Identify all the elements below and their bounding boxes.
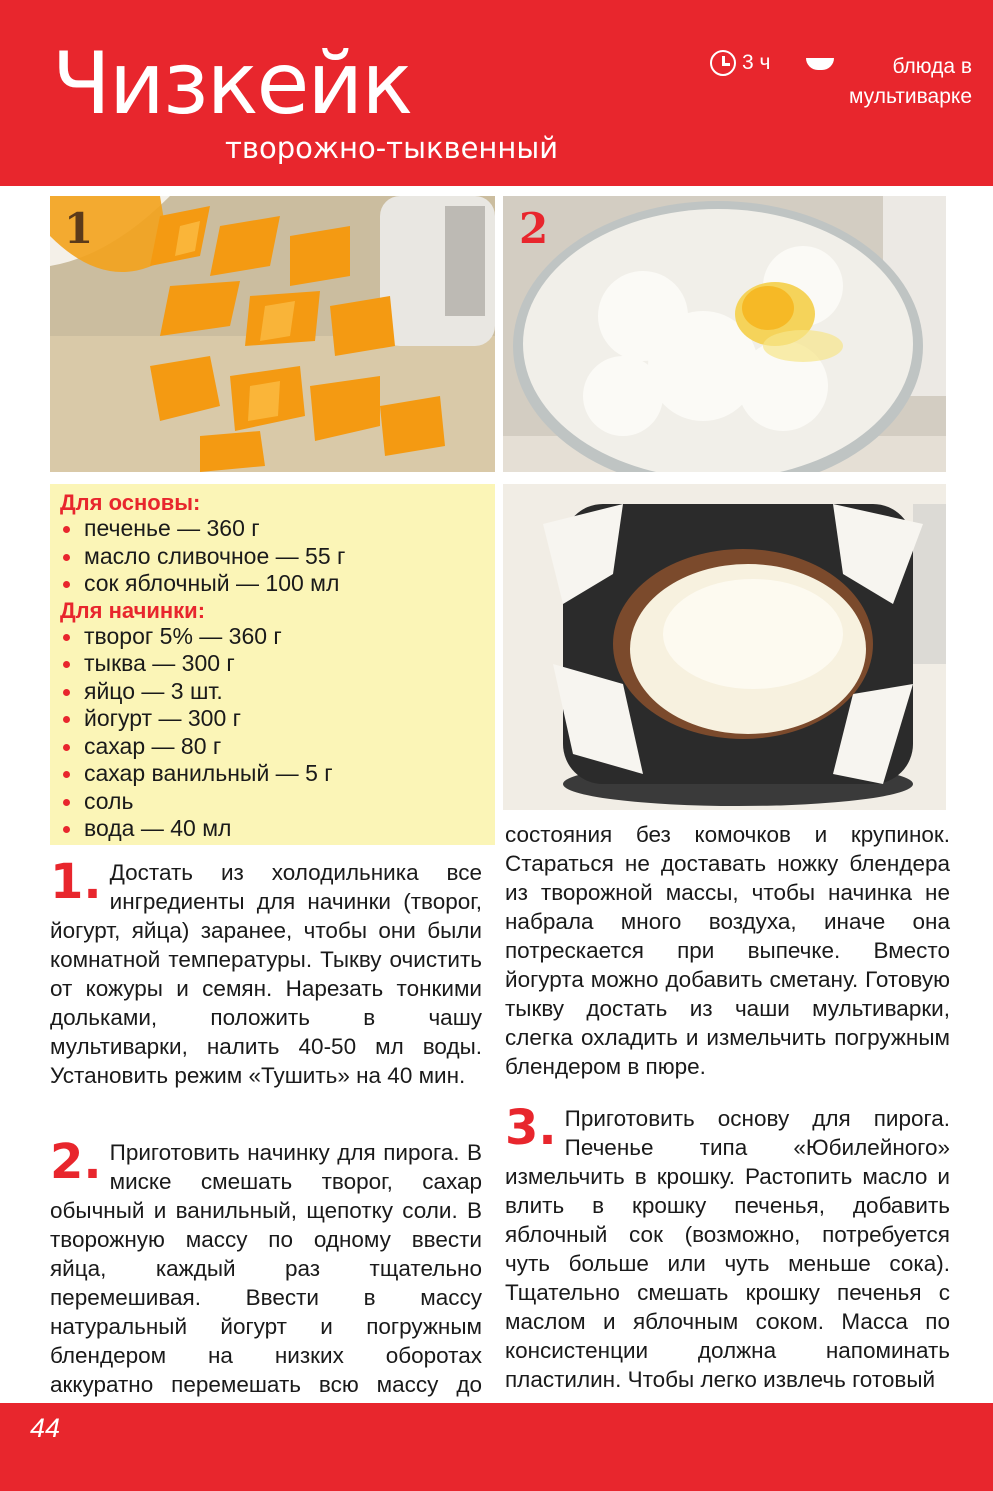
pumpkin-illustration: [50, 196, 495, 472]
photo-curd-with-egg: [503, 196, 946, 472]
base-heading: Для основы:: [60, 490, 201, 515]
clock-icon: [710, 50, 736, 76]
photo-step-number: 2: [519, 204, 549, 253]
step-2-continued: [505, 820, 950, 1081]
page-number: 44: [30, 1413, 61, 1443]
recipe-category: блюда в мультиварке: [849, 55, 972, 108]
filling-heading: Для начинки:: [60, 597, 206, 623]
ingredient-item: масло сливочное — 55 г: [60, 543, 495, 571]
ingredient-item: сахар ванильный — 5 г: [60, 760, 495, 788]
ingredient-item: яйцо — 3 шт.: [60, 678, 495, 706]
photo-pumpkin-slices: [50, 196, 495, 472]
cook-time: [710, 50, 770, 76]
cheesecake-pan-illustration: [503, 484, 946, 810]
step-1-text: Достать из холодильника все ингредиенты для начинки (творог, йогурт, яйца) заранее, чтобы они были комнатной температуры. Тыкву очистить от кожуры и семян. Нарезать тонкими дольками, положить в чашу мультиварки, налить 40-50 мл воды. Установить режим «Тушить» на 40 мин.: [50, 860, 482, 1088]
step-2-continued-text: состояния без комочков и крупинок. Стараться не доставать ножку блендера из творожной массы, чтобы начинка не набрала много воздуха, иначе она потрескается при выпечке. Вместо йогурта можно добавить сметану. Готовую тыкву достать из чаши мультиварки, слегка охладить и измельчить погружным блендером в пюре.: [505, 822, 950, 1079]
ingredient-item: творог 5% — 360 г: [60, 623, 495, 651]
step-2-text: Приготовить начинку для пирога. В миске смешать творог, сахар обычный и ванильный, щепотку соли. В творожную массу по одному ввести яйца, каждый раз тщательно перемешивая. Ввести в массу натуральный йогурт и погружным блендером на низких оборотах аккуратно перемешать всю массу до: [50, 1140, 482, 1397]
ingredient-item: йогурт — 300 г: [60, 705, 495, 733]
ingredient-item: тыква — 300 г: [60, 650, 495, 678]
footer-band: [0, 1403, 993, 1491]
step-1: [50, 854, 482, 1090]
step-2-number: 2.: [50, 1134, 102, 1190]
ingredient-item: сок яблочный — 100 мл: [60, 570, 495, 598]
cook-time-value: 3 ч: [742, 51, 771, 74]
ingredient-item: вода — 40 мл: [60, 815, 495, 843]
step-1-number: 1.: [50, 854, 102, 910]
step-3: [505, 1100, 950, 1394]
step-3-number: 3.: [505, 1100, 557, 1156]
recipe-title: Чизкейк: [52, 34, 412, 134]
ingredient-item: соль: [60, 788, 495, 816]
ingredient-item: печенье — 360 г: [60, 515, 495, 543]
ingredients-panel: [50, 484, 495, 845]
photo-cheesecake-in-pan: [503, 484, 946, 810]
step-2: [50, 1134, 482, 1428]
recipe-subtitle: творожно-тыквенный: [225, 131, 559, 165]
photo-step-number: 1: [64, 204, 94, 253]
curd-bowl-illustration: [503, 196, 946, 472]
ingredient-item: сахар — 80 г: [60, 733, 495, 761]
step-3-text: Приготовить основу для пирога. Печенье типа «Юбилейного» измельчить в крошку. Растопить масло и влить в крошку печенья, добавить яблочный сок (возможно, потребуется чуть больше или чуть меньше сока). Тщательно смешать крошку печенья с маслом и яблочным соком. Масса по консистенции должна напоминать пластилин. Чтобы легко извлечь готовый: [505, 1106, 950, 1392]
